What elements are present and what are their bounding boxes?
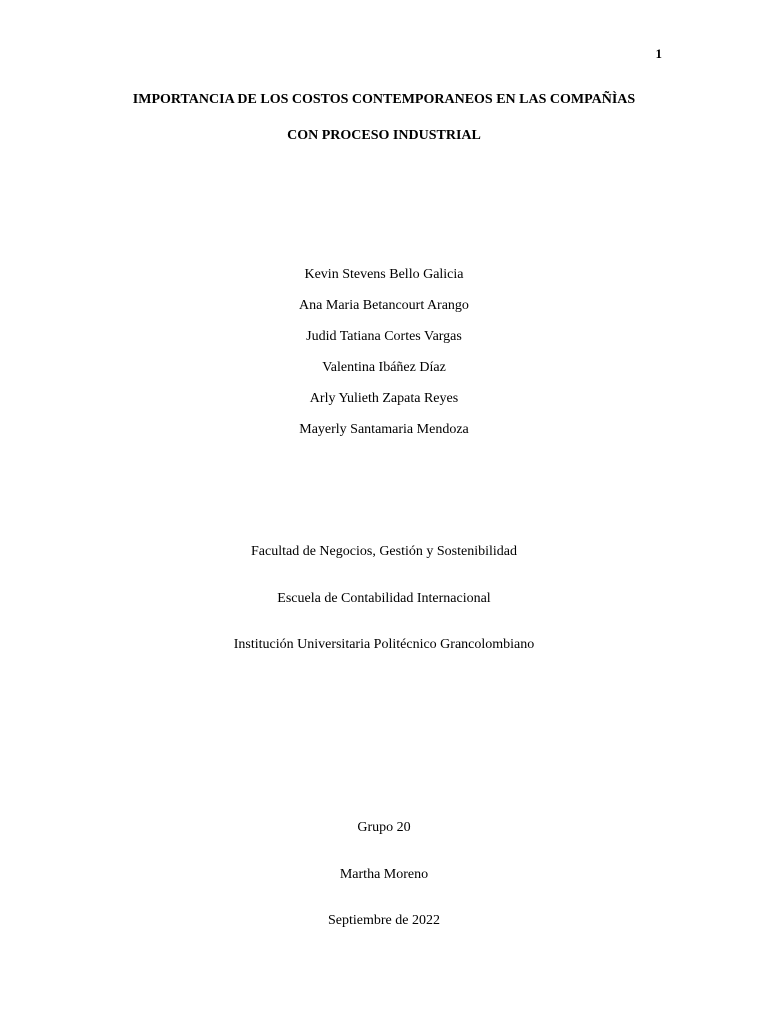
author-name: Kevin Stevens Bello Galicia <box>304 267 464 282</box>
university-name: Institución Universitaria Politécnico Grancolombiano <box>233 637 535 652</box>
instructor-name: Martha Moreno <box>339 867 429 882</box>
title-line-2: CON PROCESO INDUSTRIAL <box>287 128 481 143</box>
group-label: Grupo 20 <box>357 820 411 835</box>
author-name: Arly Yulieth Zapata Reyes <box>309 391 459 406</box>
author-name: Ana Maria Betancourt Arango <box>299 298 469 313</box>
author-name: Judid Tatiana Cortes Vargas <box>306 329 462 344</box>
author-name: Valentina Ibáñez Díaz <box>322 360 446 375</box>
school-name: Escuela de Contabilidad Internacional <box>277 591 491 606</box>
faculty-name: Facultad de Negocios, Gestión y Sostenibilidad <box>251 544 517 559</box>
author-name: Mayerly Santamaria Mendoza <box>299 422 469 437</box>
page-number: 1 <box>655 46 662 61</box>
title-line-1: IMPORTANCIA DE LOS COSTOS CONTEMPORANEOS EN LAS COMPAÑÌAS <box>132 92 636 107</box>
date-label: Septiembre de 2022 <box>328 913 440 928</box>
